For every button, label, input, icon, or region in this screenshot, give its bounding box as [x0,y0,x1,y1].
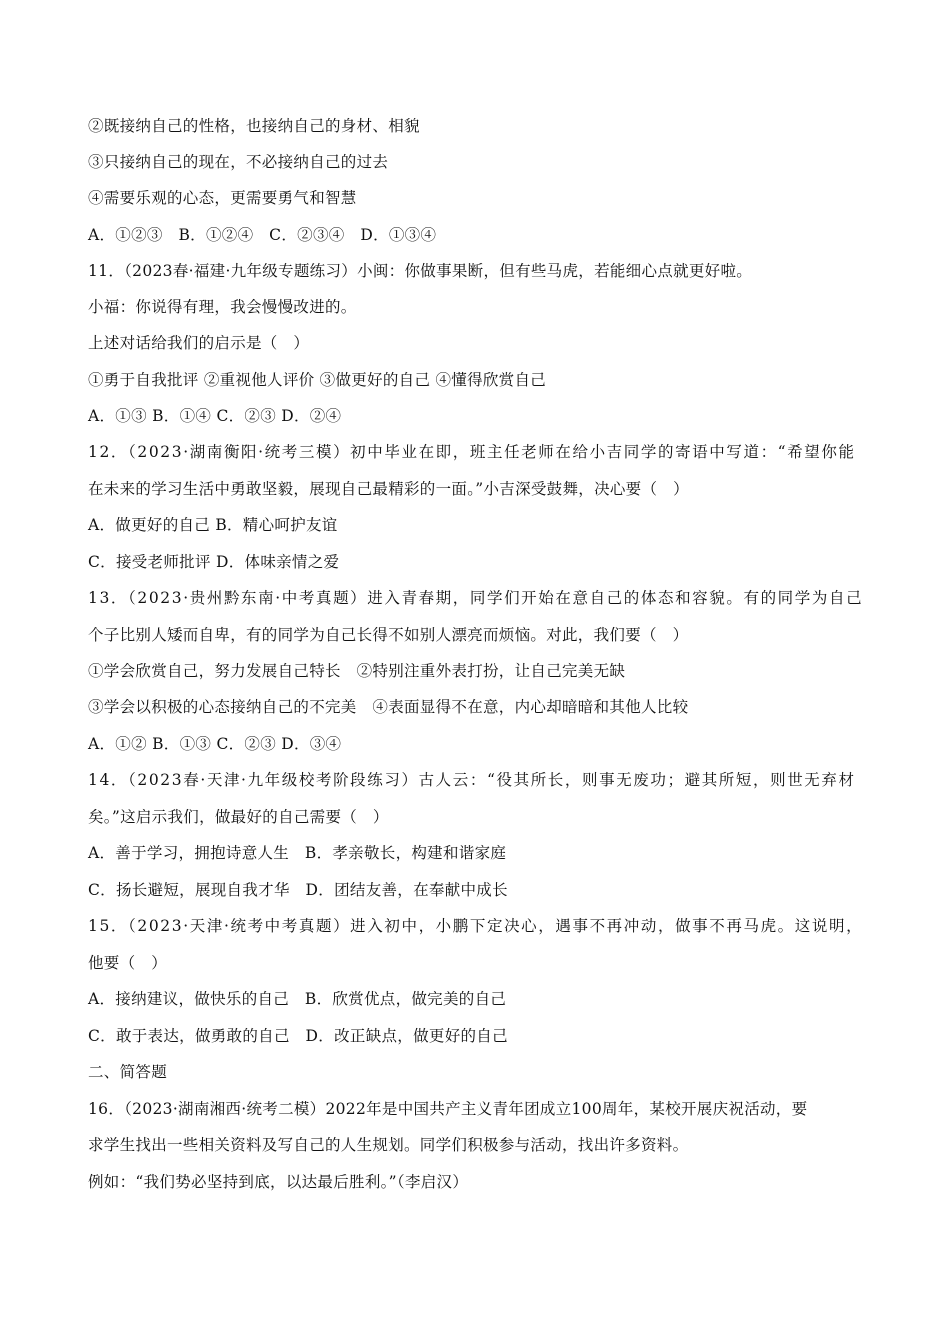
q13-choices: A．①② B．①③ C．②③ D．③④ [88,735,342,753]
q13-stem: 13．（2023·贵州黔东南·中考真题）进入青春期，同学们开始在意自己的体态和容貌。有的同学为自己 [88,589,864,607]
q11-question: 上述对话给我们的启示是（ ） [88,334,310,352]
q16-stem-cont: 求学生找出一些相关资料及写自己的人生规划。同学们积极参与活动，找出许多资料。 [88,1136,689,1154]
q10-option-4: ④需要乐观的心态，更需要勇气和智慧 [88,189,357,207]
q10-option-3: ③只接纳自己的现在，不必接纳自己的过去 [88,153,389,171]
q12-stem: 12．（2023·湖南衡阳·统考三模）初中毕业在即，班主任老师在给小吉同学的寄语中写道：“希望你能 [88,443,856,461]
q12-stem-cont: 在未来的学习生活中勇敢坚毅，展现自己最精彩的一面。”小吉深受鼓舞，决心要（ ） [88,480,689,498]
q15-choices-cd: C．敢于表达，做勇敢的自己 D．改正缺点，做更好的自己 [88,1027,508,1045]
q16-example: 例如：“我们势必坚持到底，以达最后胜利。”（李启汉） [88,1173,469,1191]
q14-stem: 14．（2023春·天津·九年级校考阶段练习）古人云：“役其所长，则事无废功；避其所短，则世无弃材 [88,771,856,789]
q15-stem: 15．（2023·天津·统考中考真题）进入初中，小鹏下定决心，遇事不再冲动，做事不再马虎。这说明， [88,917,864,935]
q10-choices: A．①②③ B．①②④ C．②③④ D．①③④ [88,226,437,244]
q12-choices-cd: C．接受老师批评 D．体味亲情之爱 [88,553,340,571]
q11-stem: 11．（2023春·福建·九年级专题练习）小闽：你做事果断，但有些马虎，若能细心点就更好啦。 [88,262,753,280]
q11-options: ①勇于自我批评 ②重视他人评价 ③做更好的自己 ④懂得欣赏自己 [88,371,547,389]
q14-stem-cont: 矣。”这启示我们，做最好的自己需要（ ） [88,808,389,826]
q10-option-2: ②既接纳自己的性格，也接纳自己的身材、相貌 [88,117,420,135]
q16-stem: 16．（2023·湖南湘西·统考二模）2022年是中国共产主义青年团成立100周年，某校开展庆祝活动，要 [88,1100,808,1118]
q15-stem-cont: 他要（ ） [88,954,168,972]
section-heading: 二、简答题 [88,1063,168,1081]
q11-choices: A．①③ B．①④ C．②③ D．②④ [88,407,342,425]
q14-choices-ab: A．善于学习，拥抱诗意人生 B．孝亲敬长，构建和谐家庭 [88,844,507,862]
q12-choices-ab: A．做更好的自己 B．精心呵护友谊 [88,516,338,534]
q15-choices-ab: A．接纳建议，做快乐的自己 B．欣赏优点，做完美的自己 [88,990,507,1008]
q13-options-34: ③学会以积极的心态接纳自己的不完美 ④表面显得不在意，内心却暗暗和其他人比较 [88,698,689,716]
q13-options-12: ①学会欣赏自己，努力发展自己特长 ②特别注重外表打扮，让自己完美无缺 [88,662,626,680]
q14-choices-cd: C．扬长避短，展现自我才华 D．团结友善，在奉献中成长 [88,881,508,899]
q11-stem-cont: 小福：你说得有理，我会慢慢改进的。 [88,298,357,316]
q13-stem-cont: 个子比别人矮而自卑，有的同学为自己长得不如别人漂亮而烦恼。对此，我们要（ ） [88,626,689,644]
